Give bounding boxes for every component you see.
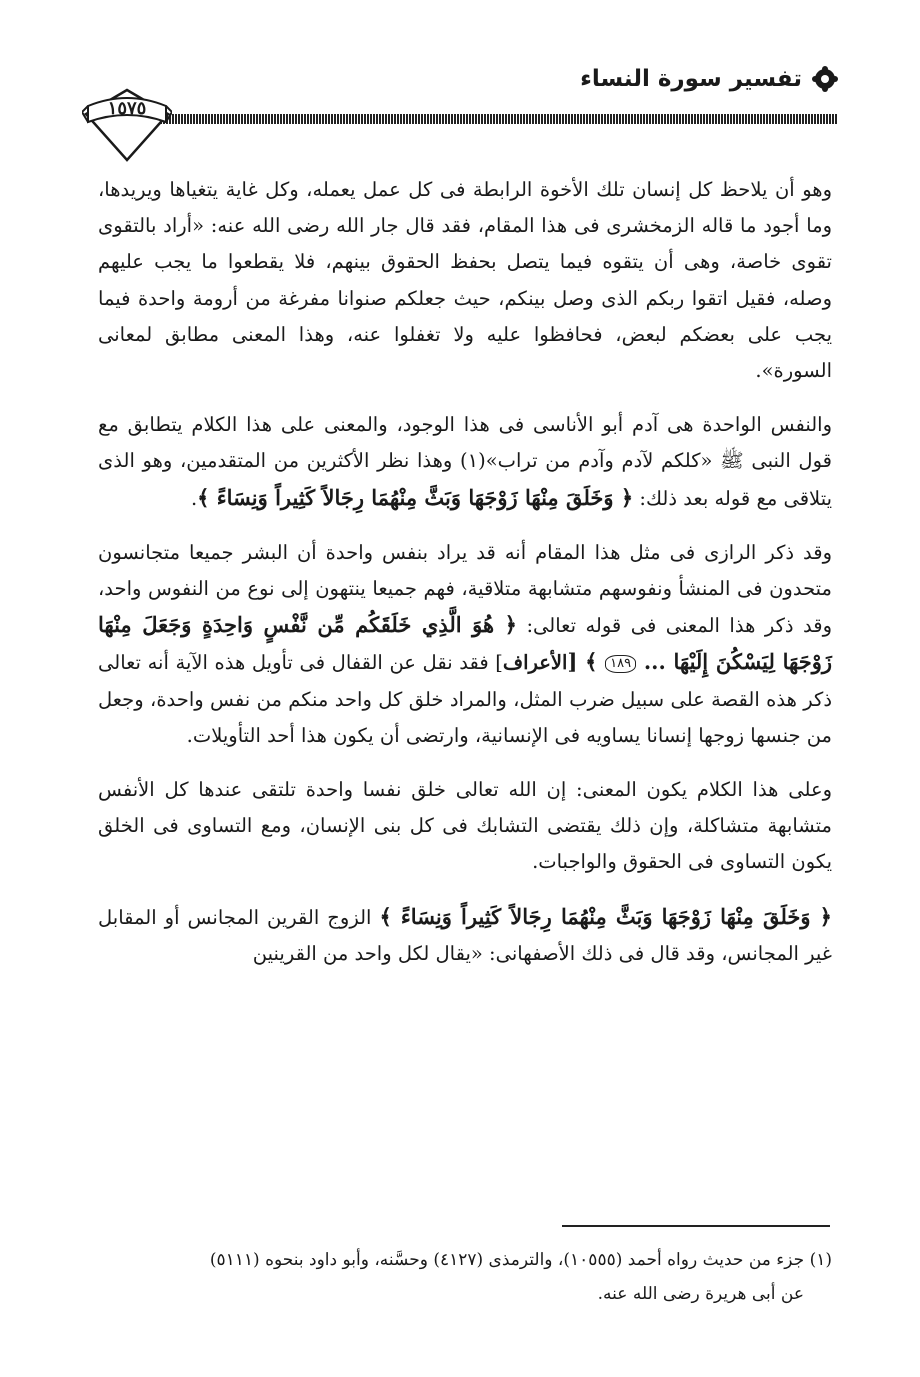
text-segment: والنفس الواحدة هى آدم أبو الأناسى فى هذا الوجود، والمعنى على هذا الكلام يتطابق مع قول النبى ﷺ «كلكم لآدم وآدم من تراب»(١) وهذا نظر الأكثرين من المتقدمين، وهو الذى يتلاقى مع قوله بعد ذلك: bbox=[98, 413, 832, 510]
quran-verse: ﴿ وَخَلَقَ مِنْهَا زَوْجَهَا وَبَثَّ مِنْهُمَا رِجَالاً كَثِيراً وَنِسَاءً ﴾ bbox=[197, 484, 634, 510]
quran-verse: ﴾ [ bbox=[567, 649, 606, 675]
paragraph bbox=[98, 407, 832, 517]
surah-reference: الأعراف bbox=[502, 651, 568, 675]
paragraph bbox=[98, 772, 832, 881]
footnote-separator bbox=[562, 1225, 830, 1227]
page-number: ١٥٧٥ bbox=[107, 98, 147, 119]
footnote-line: (١) جزء من حديث رواه أحمد (١٠٥٥٥)، والترمذى (٤١٢٧) وحسَّنه، وأبو داود بنحوه (٥١١١) bbox=[209, 1250, 832, 1270]
paragraph bbox=[98, 172, 832, 389]
text-segment: . bbox=[190, 486, 198, 510]
text-segment: وهو أن يلاحظ كل إنسان تلك الأخوة الرابطة فى كل عمل يعمله، وكل غاية يتغياها ويريدها، وما أجود ما قاله الزمخشرى فى هذا المقام، فقد قال جار الله رضى الله عنه: «أراد بالتقوى تقوى خاصة، وهى أن يتقوه فيما يتصل بحفظ الحقوق بينهم، فلا يقطعوا ما يجب عليهم وصله، فقيل اتقوا ربكم الذى وصل بينكم، حيث جعلكم صنوانا مفرغة من أرومة واحدة فيما يجب على بعضكم لبعض، فحافظوا عليه ولا تغفلوا عنه، وهذا المعنى مطابق لمعانى السورة». bbox=[98, 178, 832, 383]
page-number-badge bbox=[82, 86, 172, 166]
header-rule bbox=[160, 114, 838, 124]
footnote-line: عن أبى هريرة رضى الله عنه. bbox=[597, 1284, 804, 1304]
chapter-title: تفسير سورة النساء bbox=[580, 66, 802, 92]
quran-verse: ﴿ وَخَلَقَ مِنْهَا زَوْجَهَا وَبَثَّ مِنْهُمَا رِجَالاً كَثِيراً وَنِسَاءً ﴾ bbox=[379, 903, 832, 929]
running-head bbox=[580, 66, 838, 92]
quran-verse: ﴿ هُوَ الَّذِي خَلَقَكُم مِّن نَّفْسٍ وَاحِدَةٍ وَجَعَلَ مِنْهَا زَوْجَهَا لِيَسْكُنَ إِلَيْهَا ... bbox=[98, 612, 832, 675]
body-text bbox=[98, 172, 832, 972]
text-segment: الزوج القرين المجانس أو المقابل غير المجانس، وقد قال فى ذلك الأصفهانى: «يقال لكل واحد من القرينين bbox=[98, 905, 832, 965]
text-segment: وعلى هذا الكلام يكون المعنى: إن الله تعالى خلق نفسا واحدة تلتقى عندها كل الأنفس متشابهة متشاكلة، وإن ذلك يقتضى التشابك فى كل بنى الإنسان، ومع التساوى فى الخلق يكون التساوى فى الحقوق والواجبات. bbox=[98, 778, 832, 874]
flower-ornament-icon bbox=[812, 66, 838, 92]
footnotes bbox=[98, 1243, 832, 1311]
text-segment: وقد ذكر الرازى فى مثل هذا المقام أنه قد يراد بنفس واحدة أن البشر جميعا متجانسون متحدون فى المنشأ ونفوسهم متشابهة متلاقية، فهم جميعا ينتهون إلى نوع من النفوس واحد، وقد ذكر هذا المعنى فى قوله تعالى: bbox=[98, 540, 832, 638]
paragraph bbox=[98, 899, 832, 972]
paragraph bbox=[98, 535, 832, 754]
verse-number-marker: ١٨٩ bbox=[605, 655, 636, 673]
text-segment: ] فقد نقل عن القفال فى تأويل هذه الآية أنه تعالى ذكر هذه القصة على سبيل ضرب المثل، والمراد خلق كل واحد منكم من نفس واحدة، وجعل من جنسها زوجها إنسانا يساويه فى الإنسانية، وارتضى أن يكون هذا أحد التأويلات. bbox=[98, 651, 832, 747]
